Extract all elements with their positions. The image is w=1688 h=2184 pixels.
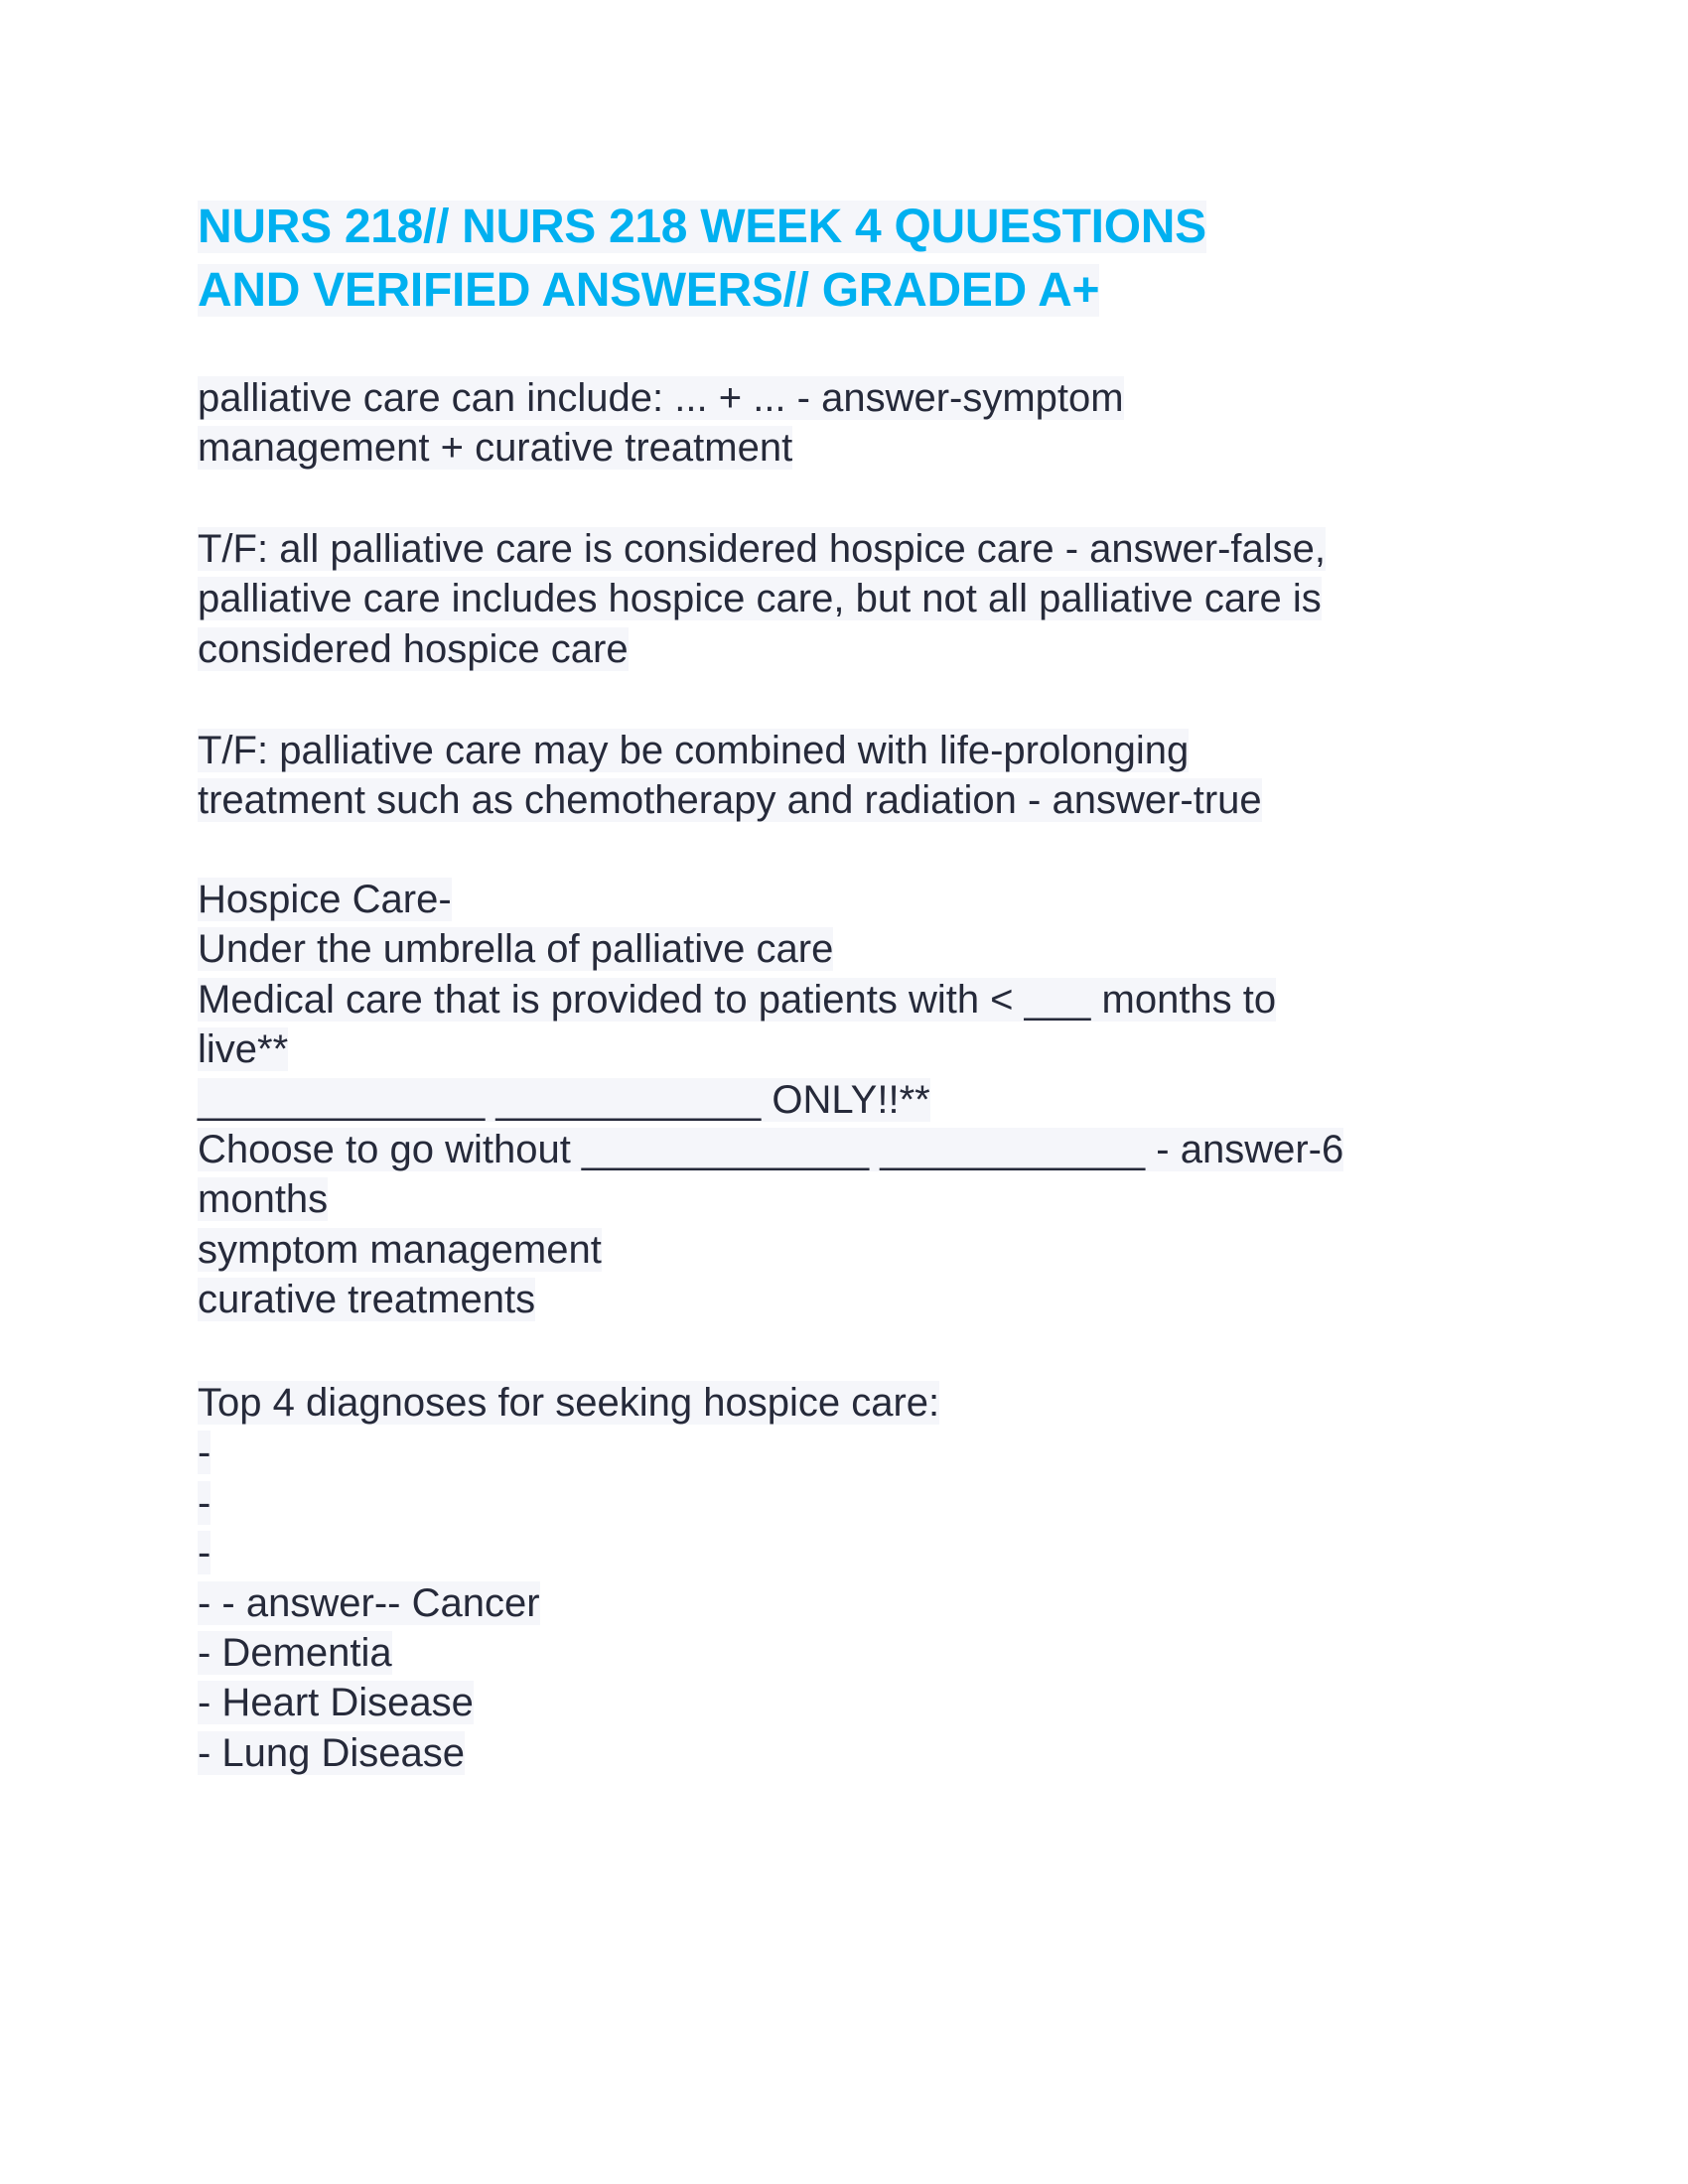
- text-line: [198, 1528, 211, 1577]
- line-text: Choose to go without _____________ ____________ - answer-6: [198, 1128, 1344, 1171]
- line-text: T/F: all palliative care is considered hospice care - answer-false,: [198, 527, 1327, 571]
- text-line: [198, 1024, 288, 1074]
- line-text: symptom management: [198, 1227, 602, 1272]
- line-text: Under the umbrella of palliative care: [198, 927, 834, 972]
- text-line: [198, 1174, 328, 1224]
- line-text: T/F: palliative care may be combined with life-prolonging: [198, 729, 1190, 772]
- text-line: [198, 624, 629, 674]
- text-line: [198, 1275, 535, 1324]
- line-text: - Dementia: [198, 1631, 392, 1675]
- line-text: months: [198, 1177, 329, 1222]
- title-text: NURS 218// NURS 218 WEEK 4 QUUESTIONS: [198, 201, 1206, 253]
- text-line: [198, 1678, 474, 1727]
- text-line: [198, 975, 1276, 1024]
- line-text: - Heart Disease: [198, 1681, 474, 1725]
- line-text: live**: [198, 1027, 289, 1072]
- line-text: considered hospice care: [198, 626, 629, 671]
- line-text: -: [198, 1531, 211, 1575]
- text-line: [198, 1125, 1343, 1174]
- text-line: [198, 1378, 939, 1428]
- text-line: [198, 524, 1326, 574]
- text-line: [198, 775, 1262, 825]
- text-line: [198, 1075, 930, 1125]
- line-text: -: [198, 1480, 211, 1525]
- line-text: - Lung Disease: [198, 1730, 466, 1775]
- text-line: [198, 924, 833, 974]
- document-title-line: [198, 196, 1206, 259]
- text-line: [198, 373, 1124, 423]
- text-line: [198, 875, 452, 924]
- text-line: [198, 574, 1322, 623]
- text-line: [198, 1225, 602, 1275]
- text-line: [198, 1478, 211, 1528]
- line-text: Top 4 diagnoses for seeking hospice care:: [198, 1381, 940, 1425]
- line-text: Hospice Care-: [198, 878, 452, 921]
- text-line: [198, 1578, 540, 1628]
- line-text: curative treatments: [198, 1278, 536, 1322]
- title-text: AND VERIFIED ANSWERS// GRADED A+: [198, 264, 1100, 317]
- line-text: palliative care includes hospice care, but not all palliative care is: [198, 577, 1322, 621]
- text-line: [198, 1728, 465, 1778]
- line-text: - - answer-- Cancer: [198, 1580, 540, 1625]
- text-line: [198, 1628, 392, 1678]
- line-text: treatment such as chemotherapy and radiation - answer-true: [198, 778, 1262, 823]
- text-line: [198, 1428, 211, 1477]
- document-title-line: [198, 259, 1099, 323]
- text-line: [198, 423, 792, 473]
- text-line: [198, 726, 1189, 775]
- line-text: palliative care can include: ... + ... - answer-symptom: [198, 376, 1124, 420]
- line-text: -: [198, 1431, 211, 1475]
- line-text: Medical care that is provided to patients with < ___ months to: [198, 977, 1277, 1022]
- line-text: _____________ ____________ ONLY!!**: [198, 1077, 930, 1122]
- line-text: management + curative treatment: [198, 426, 793, 471]
